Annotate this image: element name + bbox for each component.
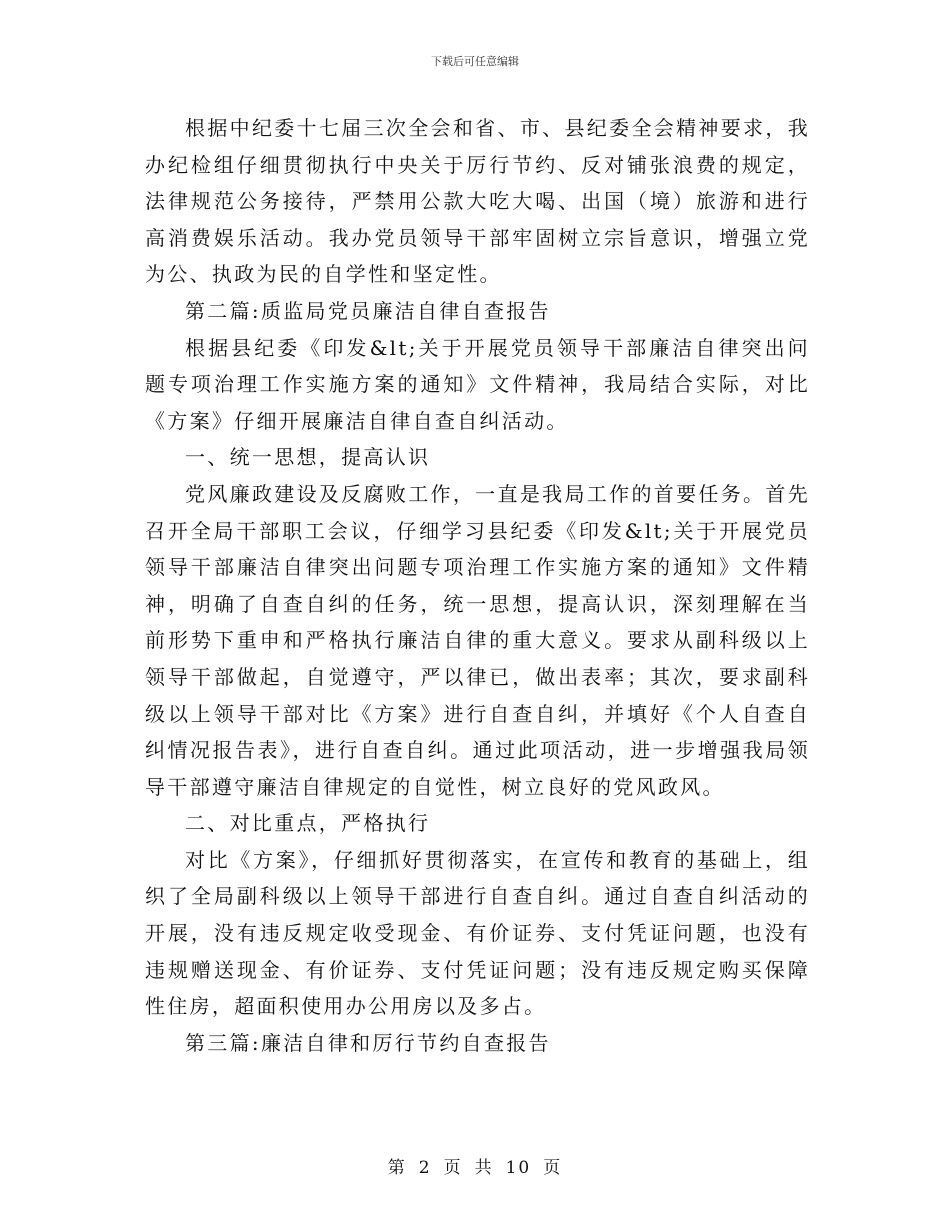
footer-label-end: 页 <box>543 1158 563 1178</box>
section-title-3: 第三篇:廉洁自律和厉行节约自查报告 <box>185 1030 551 1055</box>
page-header: 下载后可任意编辑 <box>431 55 519 68</box>
heading-2: 二、对比重点，严格执行 <box>185 811 431 836</box>
footer-label-page: 第 <box>387 1158 407 1178</box>
footer-label-total: 共 <box>474 1158 494 1178</box>
heading-1: 一、统一思想，提高认识 <box>185 445 431 470</box>
paragraph-2-intro: 根据县纪委《印发&lt;关于开展党员领导干部廉洁自律突出问题专项治理工作实施方案的通知》文件精神，我局结合实际，对比《方案》仔细开展廉洁自律自查自纠活动。 <box>145 335 810 433</box>
paragraph-heading-1-body: 党风廉政建设及反腐败工作，一直是我局工作的首要任务。首先召开全局干部职工会议，仔细学习县纪委《印发&lt;关于开展党员领导干部廉洁自律突出问题专项治理工作实施方案的通知》文件精神，明确了自查自纠的任务，统一思想，提高认识，深刻理解在当前形势下重申和严格执行廉洁自律的重大意义。要求从副科级以上领导干部做起，自觉遵守，严以律已，做出表率；其次，要求副科级以上领导干部对比《方案》进行自查自纠，并填好《个人自查自纠情况报告表》，进行自查自纠。通过此项活动，进一步增强我局领导干部遵守廉洁自律规定的自觉性，树立良好的党风政风。 <box>145 481 810 799</box>
footer-current-page: 2 <box>418 1158 432 1178</box>
section-title-2: 第二篇:质监局党员廉洁自律自查报告 <box>185 298 551 323</box>
footer-total-pages: 10 <box>505 1158 532 1178</box>
page-footer <box>0 1153 950 1178</box>
footer-label-of: 页 <box>443 1158 463 1178</box>
paragraph-heading-2-body: 对比《方案》，仔细抓好贯彻落实，在宣传和教育的基础上，组织了全局副科级以上领导干部进行自查自纠。通过自查自纠活动的开展，没有违反规定收受现金、有价证券、支付凭证问题，也没有违规赠送现金、有价证券、支付凭证问题；没有违反规定购买保障性住房，超面积使用办公用房以及多占。 <box>145 847 810 1019</box>
document-body <box>145 110 810 1061</box>
paragraph-intro: 根据中纪委十七届三次全会和省、市、县纪委全会精神要求，我办纪检组仔细贯彻执行中央关于厉行节约、反对铺张浪费的规定，法律规范公务接待，严禁用公款大吃大喝、出国（境）旅游和进行高消费娱乐活动。我办党员领导干部牢固树立宗旨意识，增强立党为公、执政为民的自学性和坚定性。 <box>145 116 810 287</box>
